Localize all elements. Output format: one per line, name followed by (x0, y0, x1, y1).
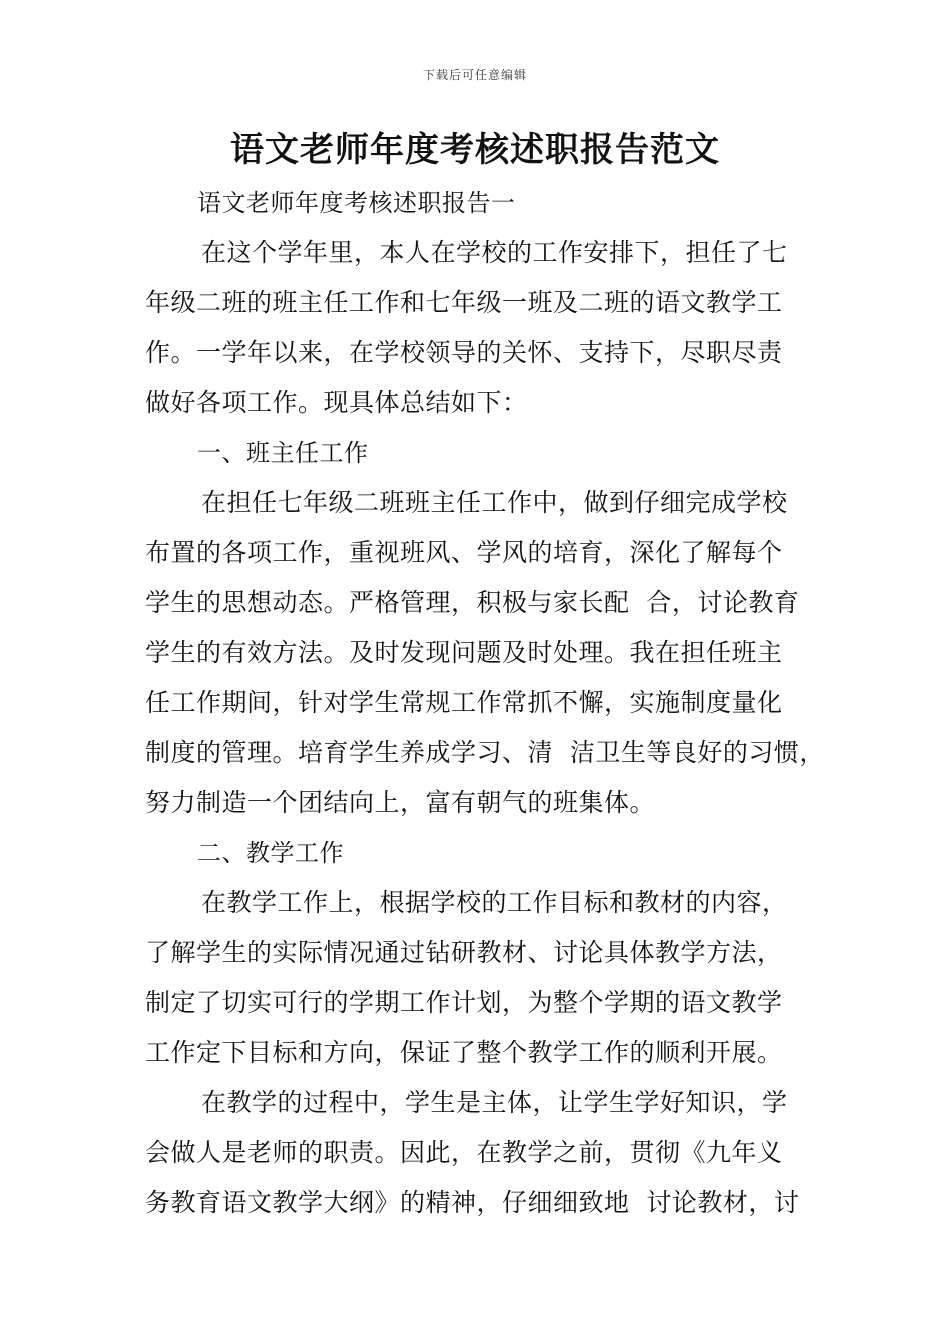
header-note: 下载后可任意编辑 (422, 68, 527, 82)
section-heading: 二、教学工作 (197, 839, 344, 867)
paragraph-line: 在担任七年级二班班主任工作中，做到仔细完成学校 (201, 488, 788, 517)
paragraph-line: 学生的思想动态。严格管理，积极与家长配 合，讨论教育 (145, 588, 800, 617)
section-heading: 语文老师年度考核述职报告一 (197, 189, 516, 217)
paragraph-line: 努力制造一个团结向上，富有朝气的班集体。 (145, 788, 656, 817)
paragraph-line: 作。一学年以来，在学校领导的关怀、支持下，尽职尽责 (145, 338, 783, 367)
paragraph-line: 在教学的过程中，学生是主体，让学生学好知识，学 (201, 1088, 788, 1117)
document-body (145, 178, 835, 1228)
paragraph-line: 工作定下目标和方向，保证了整个教学工作的顺利开展。 (145, 1038, 783, 1067)
paragraph-line: 制度的管理。培育学生养成学习、清 洁卫生等良好的习惯， (145, 738, 825, 767)
paragraph-line: 学生的有效方法。及时发现问题及时处理。我在担任班主 (145, 638, 783, 667)
paragraph-line: 制定了切实可行的学期工作计划，为整个学期的语文教学 (145, 988, 783, 1017)
paragraph-line: 了解学生的实际情况通过钻研教材、讨论具体教学方法， (145, 938, 783, 967)
paragraph-line: 在教学工作上，根据学校的工作目标和教材的内容， (201, 888, 788, 917)
paragraph-line: 布置的各项工作，重视班风、学风的培育，深化了解每个 (145, 538, 783, 567)
paragraph-line: 务教育语文教学大纲》的精神，仔细细致地 讨论教材，讨 (145, 1188, 800, 1217)
paragraph-line: 会做人是老师的职责。因此，在教学之前，贯彻《九年义 (145, 1138, 783, 1167)
paragraph-line: 在这个学年里，本人在学校的工作安排下，担任了七 (201, 238, 788, 267)
section-heading: 一、班主任工作 (197, 439, 369, 467)
paragraph-line: 做好各项工作。现具体总结如下： (145, 388, 528, 417)
document-title: 语文老师年度考核述职报告范文 (230, 130, 720, 170)
paragraph-line: 年级二班的班主任工作和七年级一班及二班的语文教学工 (145, 288, 783, 317)
paragraph-line: 任工作期间，针对学生常规工作常抓不懈，实施制度量化 (145, 688, 783, 717)
